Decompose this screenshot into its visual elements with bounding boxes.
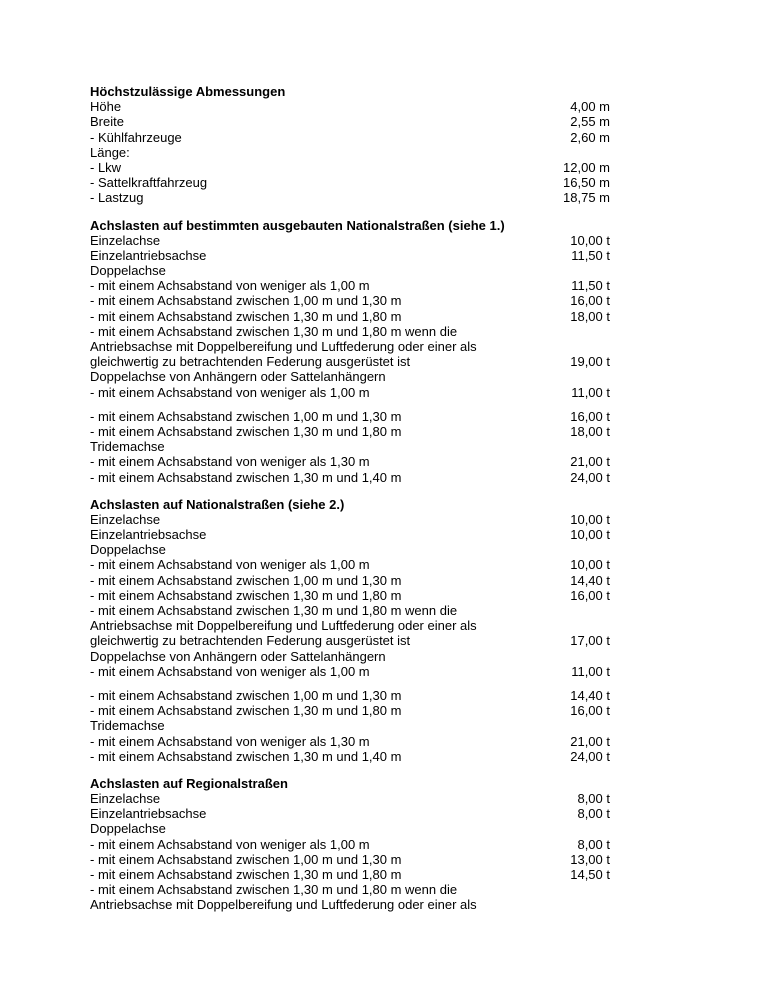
spec-value: 21,00 t	[570, 733, 610, 749]
spec-value	[540, 618, 610, 633]
spec-row	[90, 664, 610, 679]
spec-label: - mit einem Achsabstand von weniger als 1,00 m	[90, 278, 370, 294]
spec-label: - mit einem Achsabstand zwischen 1,30 m und 1,80 m wenn die	[90, 603, 458, 618]
section-heading: Achslasten auf bestimmten ausgebauten Nationalstraßen (siehe 1.)	[90, 217, 505, 233]
spec-row	[90, 718, 610, 733]
spec-value: 18,00 t	[570, 308, 610, 324]
spec-row	[90, 527, 610, 542]
spec-row	[90, 882, 610, 897]
spec-row	[90, 339, 610, 354]
spec-value	[540, 882, 610, 897]
spec-row	[90, 734, 610, 749]
spec-row	[90, 470, 610, 485]
section	[90, 764, 610, 913]
spec-value: 12,00 m	[563, 159, 610, 175]
spec-label: Antriebsachse mit Doppelbereifung und Luftfederung oder einer als	[90, 618, 477, 634]
spec-value: 14,40 t	[570, 572, 610, 588]
spec-label: Einzelachse	[90, 791, 161, 807]
spec-value: 16,50 m	[563, 175, 610, 191]
spec-value: 10,00 t	[570, 511, 610, 527]
spec-value	[540, 324, 610, 339]
spec-value: 2,60 m	[570, 129, 610, 145]
spec-value: 18,75 m	[563, 190, 610, 206]
spec-value: 8,00 t	[577, 836, 610, 852]
spec-row	[90, 278, 610, 293]
spec-label: - mit einem Achsabstand zwischen 1,00 m und 1,30 m	[90, 572, 402, 588]
section	[90, 485, 610, 764]
spec-value: 11,50 t	[571, 247, 610, 263]
spec-value: 10,00 t	[570, 557, 610, 573]
section-spacer	[90, 485, 610, 497]
spec-label: Einzelantriebsachse	[90, 806, 207, 822]
spec-value: 10,00 t	[570, 232, 610, 248]
spec-label: - mit einem Achsabstand zwischen 1,30 m und 1,80 m	[90, 308, 402, 324]
spec-row	[90, 454, 610, 469]
spec-row	[90, 424, 610, 439]
spec-label: Antriebsachse mit Doppelbereifung und Luftfederung oder einer als	[90, 897, 477, 913]
spec-value	[540, 339, 610, 354]
spec-row	[90, 649, 610, 664]
spec-label: - mit einem Achsabstand zwischen 1,30 m und 1,80 m wenn die	[90, 882, 458, 898]
spec-value: 4,00 m	[570, 99, 610, 115]
spec-value	[540, 821, 610, 836]
spec-row	[90, 791, 610, 806]
spec-label: Länge:	[90, 144, 130, 160]
spec-label: - mit einem Achsabstand von weniger als 1,00 m	[90, 663, 370, 679]
spec-row	[90, 130, 610, 145]
spec-row	[90, 233, 610, 248]
spec-row	[90, 542, 610, 557]
spec-value: 17,00 t	[570, 633, 610, 649]
spec-value: 19,00 t	[570, 354, 610, 370]
spec-value	[540, 263, 610, 278]
spec-row	[90, 160, 610, 175]
spec-label: - mit einem Achsabstand von weniger als 1,30 m	[90, 733, 370, 749]
spec-value: 10,00 t	[570, 527, 610, 543]
spec-value: 21,00 t	[570, 454, 610, 470]
section	[90, 206, 610, 485]
spec-row	[90, 385, 610, 400]
spec-label: gleichwertig zu betrachtenden Federung ausgerüstet ist	[90, 633, 411, 649]
spec-row	[90, 867, 610, 882]
spec-label: - Kühlfahrzeuge	[90, 129, 182, 145]
spec-row	[90, 145, 610, 160]
spec-value: 11,50 t	[571, 278, 610, 294]
spec-label: Doppelachse	[90, 542, 166, 558]
spec-value: 16,00 t	[570, 293, 610, 309]
spec-row	[90, 618, 610, 633]
spec-row	[90, 439, 610, 454]
spec-value	[540, 649, 610, 664]
spec-label: - mit einem Achsabstand zwischen 1,30 m und 1,80 m	[90, 867, 402, 882]
spec-value: 16,00 t	[570, 703, 610, 719]
spec-row	[90, 354, 610, 369]
spec-label: Antriebsachse mit Doppelbereifung und Luftfederung oder einer als	[90, 339, 477, 354]
section	[90, 84, 610, 206]
spec-value: 8,00 t	[577, 806, 610, 822]
spec-value: 14,50 t	[570, 867, 610, 882]
spec-row	[90, 557, 610, 572]
spec-row	[90, 248, 610, 263]
spec-row	[90, 703, 610, 718]
spec-row	[90, 821, 610, 836]
spec-value: 24,00 t	[570, 748, 610, 764]
spec-value: 16,00 t	[570, 587, 610, 603]
spec-label: - mit einem Achsabstand zwischen 1,30 m und 1,80 m wenn die	[90, 323, 458, 339]
spec-value	[540, 439, 610, 454]
spec-label: - mit einem Achsabstand von weniger als 1,30 m	[90, 454, 370, 470]
spec-row	[90, 633, 610, 648]
spec-row	[90, 309, 610, 324]
section-heading: Höchstzulässige Abmessungen	[90, 84, 286, 99]
spec-label: - mit einem Achsabstand zwischen 1,30 m und 1,80 m	[90, 703, 402, 719]
spec-row	[90, 603, 610, 618]
spec-label: Einzelachse	[90, 232, 161, 248]
spec-label: - mit einem Achsabstand zwischen 1,30 m und 1,40 m	[90, 469, 402, 485]
spec-label: - Lastzug	[90, 190, 144, 206]
spec-value: 13,00 t	[570, 851, 610, 867]
spec-row	[90, 852, 610, 867]
section-heading: Achslasten auf Nationalstraßen (siehe 2.)	[90, 496, 345, 512]
spec-value: 11,00 t	[571, 384, 610, 400]
spec-label: - mit einem Achsabstand zwischen 1,30 m und 1,80 m	[90, 587, 402, 603]
spec-label: - mit einem Achsabstand zwischen 1,30 m und 1,40 m	[90, 748, 402, 764]
spec-row	[90, 688, 610, 703]
spec-label: Breite	[90, 114, 124, 130]
spec-label: Tridemachse	[90, 718, 165, 734]
spec-label: - mit einem Achsabstand zwischen 1,00 m und 1,30 m	[90, 293, 402, 309]
spec-value	[540, 542, 610, 557]
spec-value	[540, 718, 610, 733]
spec-row	[90, 806, 610, 821]
spec-label: - Lkw	[90, 159, 122, 175]
spec-row	[90, 263, 610, 278]
spec-value: 14,40 t	[570, 687, 610, 703]
spec-label: Doppelachse von Anhängern oder Sattelanhängern	[90, 369, 386, 385]
document-body	[90, 84, 610, 913]
spec-label: Doppelachse von Anhängern oder Sattelanhängern	[90, 648, 386, 664]
spec-value: 2,55 m	[570, 114, 610, 130]
spec-row	[90, 293, 610, 308]
section-heading: Achslasten auf Regionalstraßen	[90, 775, 288, 791]
spec-row	[90, 573, 610, 588]
spec-row	[90, 837, 610, 852]
spec-row	[90, 409, 610, 424]
spec-label: - Sattelkraftfahrzeug	[90, 175, 208, 191]
spec-row	[90, 749, 610, 764]
row-spacer	[90, 400, 610, 409]
spec-label: Einzelantriebsachse	[90, 247, 207, 263]
spec-label: Tridemachse	[90, 439, 165, 455]
spec-label: - mit einem Achsabstand zwischen 1,00 m und 1,30 m	[90, 687, 402, 703]
section-spacer	[90, 206, 610, 218]
spec-label: - mit einem Achsabstand von weniger als 1,00 m	[90, 557, 370, 573]
spec-label: - mit einem Achsabstand von weniger als 1,00 m	[90, 384, 370, 400]
spec-value	[540, 897, 610, 912]
spec-row	[90, 897, 610, 912]
spec-value: 11,00 t	[571, 663, 610, 679]
spec-row	[90, 588, 610, 603]
spec-value: 16,00 t	[570, 408, 610, 424]
spec-row	[90, 512, 610, 527]
spec-label: - mit einem Achsabstand von weniger als 1,00 m	[90, 836, 370, 852]
spec-label: Einzelachse	[90, 511, 161, 527]
spec-value	[540, 369, 610, 384]
spec-label: - mit einem Achsabstand zwischen 1,00 m und 1,30 m	[90, 408, 402, 424]
spec-label: Doppelachse	[90, 263, 166, 279]
spec-value: 24,00 t	[570, 469, 610, 485]
spec-label: Doppelachse	[90, 821, 166, 837]
spec-row	[90, 175, 610, 190]
spec-label: gleichwertig zu betrachtenden Federung ausgerüstet ist	[90, 354, 411, 370]
spec-value: 8,00 t	[577, 791, 610, 807]
spec-label: Einzelantriebsachse	[90, 527, 207, 543]
spec-row	[90, 190, 610, 205]
spec-label: - mit einem Achsabstand zwischen 1,30 m und 1,80 m	[90, 423, 402, 439]
spec-value	[540, 145, 610, 160]
spec-label: Höhe	[90, 99, 122, 115]
spec-row	[90, 324, 610, 339]
spec-label: - mit einem Achsabstand zwischen 1,00 m und 1,30 m	[90, 851, 402, 867]
section-spacer	[90, 764, 610, 776]
row-spacer	[90, 679, 610, 688]
spec-value: 18,00 t	[570, 423, 610, 439]
spec-value	[540, 603, 610, 618]
spec-row	[90, 369, 610, 384]
spec-row	[90, 99, 610, 114]
spec-row	[90, 114, 610, 129]
